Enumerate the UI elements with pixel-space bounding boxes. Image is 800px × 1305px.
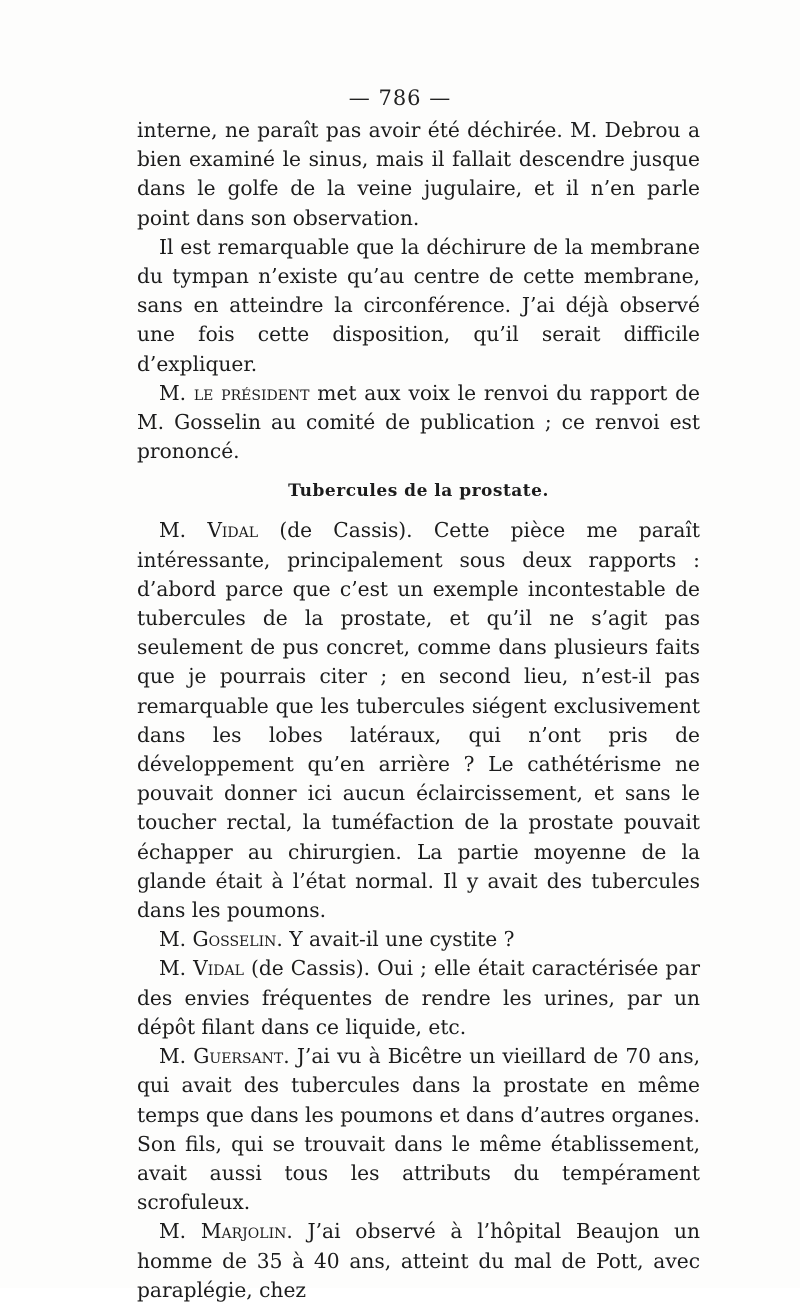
speaker-name: Guersant. bbox=[193, 1044, 290, 1069]
speaker-prefix: M. bbox=[159, 1044, 187, 1069]
speaker-name: Vidal bbox=[193, 956, 244, 981]
speaker-name: le président bbox=[193, 380, 310, 405]
speaker-name: Gosselin. bbox=[192, 927, 283, 952]
paragraph-8 bbox=[137, 1217, 700, 1305]
paragraph-6 bbox=[137, 954, 700, 1042]
text-column bbox=[137, 116, 700, 1305]
speaker-name: Vidal bbox=[207, 518, 259, 543]
paragraph-5 bbox=[137, 925, 700, 954]
speaker-prefix: M. bbox=[159, 956, 187, 981]
paragraph-2: Il est remarquable que la déchirure de la membrane du tympan n’existe qu’au centre de cette membrane, sans en atteindre la circonférence. J’ai déjà observé une fois cette disposition, qu’il serait difficile d’expliquer. bbox=[137, 234, 700, 376]
paragraph-8-text: J’ai observé à l’hôpital Beaujon un homme de 35 à 40 ans, atteint du mal de Pott, avec paraplégie, chez bbox=[137, 1219, 700, 1302]
paragraph-4-text: (de Cassis). Cette pièce me paraît intéressante, principalement sous deux rapports : d’abord parce que c’est un exemple incontestable de tubercules de la prostate, et qu’il ne s’agit pas seulement de pus concret, comme dans plusieurs faits que je pourrais citer ; en second lieu, n’est-il pas remarquable que les tubercules siégent exclusivement dans les lobes latéraux, qui n’ont pris de développement qu’en arrière ? Le cathétérisme ne pouvait donner ici aucun éclaircissement, et sans le toucher rectal, la tuméfaction de la prostate pouvait échapper au chirurgien. La partie moyenne de la glande était à l’état normal. Il y avait des tubercules dans les poumons. bbox=[137, 518, 700, 923]
speaker-prefix: M. bbox=[159, 927, 187, 952]
speaker-prefix: M. bbox=[159, 518, 187, 543]
section-heading: Tubercules de la prostate. bbox=[288, 481, 549, 502]
paragraph-7 bbox=[137, 1042, 700, 1217]
speaker-name: Marjolin. bbox=[200, 1219, 293, 1244]
paragraph-1: interne, ne paraît pas avoir été déchirée. M. Debrou a bien examiné le sinus, mais il fallait descendre jusque dans le golfe de la veine jugulaire, et il n’en parle point dans son observation. bbox=[137, 118, 700, 230]
speaker-prefix: M. bbox=[159, 1219, 187, 1244]
paragraph-3 bbox=[137, 379, 700, 467]
paragraph-3-text: met aux voix le renvoi du rapport de M. Gosselin au comité de publication ; ce renvoi est prononcé. bbox=[137, 380, 701, 464]
paragraph-7-text: J’ai vu à Bicêtre un vieillard de 70 ans, qui avait des tubercules dans la prostate en même temps que dans les poumons et dans d’autres organes. Son fils, qui se trouvait dans le même établissement, avait aussi tous les attributs du tempérament scrofuleux. bbox=[137, 1044, 701, 1215]
paragraph-5-text: Y avait-il une cystite ? bbox=[289, 927, 515, 952]
paragraph-6-text: (de Cassis). Oui ; elle était caractérisée par des envies fréquentes de rendre les urines, par un dépôt filant dans ce liquide, etc. bbox=[137, 956, 701, 1039]
page-number: — 786 — bbox=[348, 86, 452, 110]
paragraph-4 bbox=[137, 516, 700, 925]
speaker-prefix: M. bbox=[159, 380, 187, 405]
